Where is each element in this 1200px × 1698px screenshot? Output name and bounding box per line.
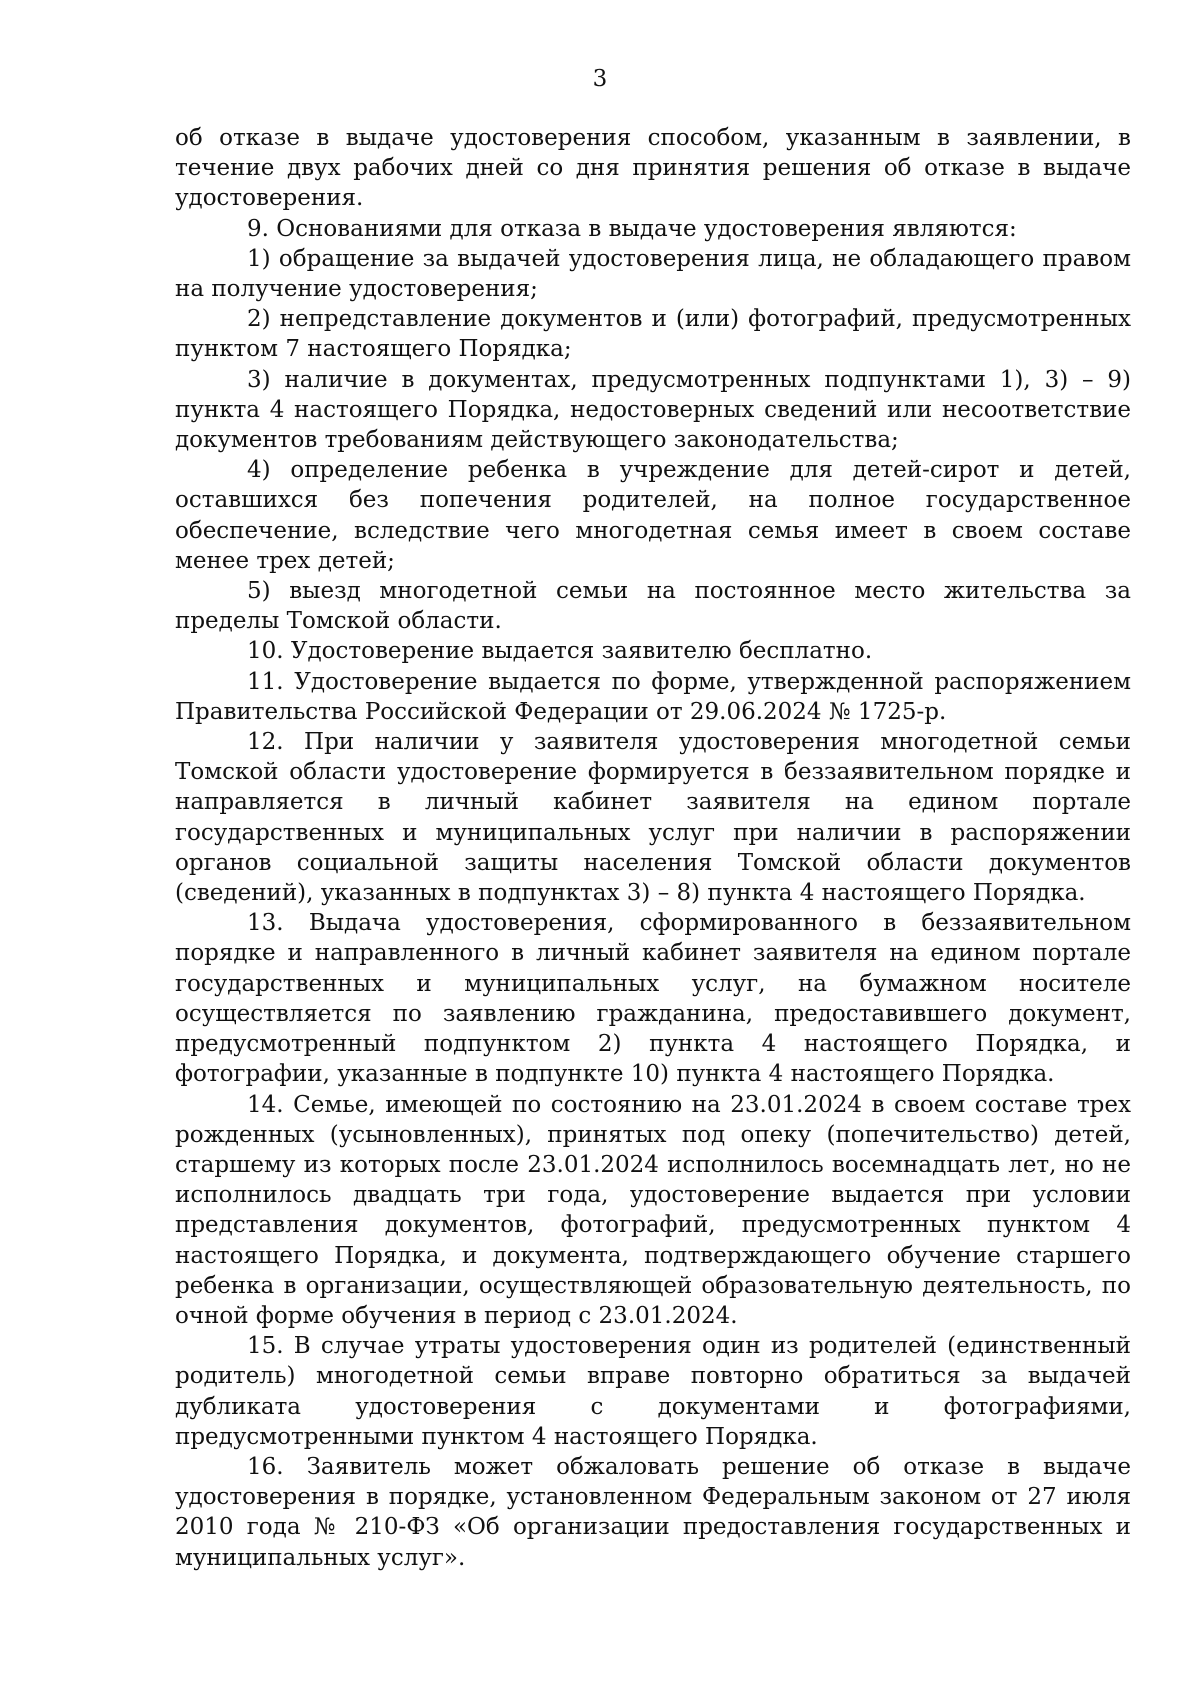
document-body bbox=[175, 123, 1131, 1573]
paragraph-continuation: об отказе в выдаче удостоверения способом, указанным в заявлении, в течение двух рабочих дней со дня принятия решения об отказе в выдаче удостоверения. bbox=[175, 125, 1131, 212]
subparagraph-9-3: 3) наличие в документах, предусмотренных подпунктами 1), 3) – 9) пункта 4 настоящего Порядка, недостоверных сведений или несоответствие документов требованиям действующего законодательства; bbox=[175, 366, 1131, 454]
paragraph-16: 16. Заявитель может обжаловать решение об отказе в выдаче удостоверения в порядке, установленном Федеральным законом от 27 июля 2010 года № 210-ФЗ «Об организации предоставления государственных и муниципальных услуг». bbox=[175, 1453, 1131, 1571]
paragraph-9: 9. Основаниями для отказа в выдаче удостоверения являются: bbox=[247, 215, 1017, 242]
page-number: 3 bbox=[592, 66, 608, 92]
paragraph-11: 11. Удостоверение выдается по форме, утвержденной распоряжением Правительства Российской Федерации от 29.06.2024 № 1725-р. bbox=[175, 668, 1131, 725]
subparagraph-9-1: 1) обращение за выдачей удостоверения лица, не обладающего правом на получение удостоверения; bbox=[175, 245, 1131, 303]
paragraph-15: 15. В случае утраты удостоверения один из родителей (единственный родитель) многодетной семьи вправе повторно обратиться за выдачей дубликата удостоверения с документами и фотографиями, предусмотренными пунктом 4 настоящего Порядка. bbox=[175, 1333, 1131, 1450]
paragraph-12: 12. При наличии у заявителя удостоверения многодетной семьи Томской области удостоверение формируется в беззаявительном порядке и направляется в личный кабинет заявителя на едином портале государственных и муниципальных услуг при наличии в распоряжении органов социальной защиты населения Томской области документов (сведений), указанных в подпунктах 3) – 8) пункта 4 настоящего Порядка. bbox=[175, 729, 1131, 907]
paragraph-14: 14. Семье, имеющей по состоянию на 23.01.2024 в своем составе трех рожденных (усыновленных), принятых под опеку (попечительство) детей, старшему из которых после 23.01.2024 исполнилось восемнадцать лет, но не исполнилось двадцать три года, удостоверение выдается при условии представления документов, фотографий, предусмотренных пунктом 4 настоящего Порядка, и документа, подтверждающего обучение старшего ребенка в организации, осуществляющей образовательную деятельность, по очной форме обучения в период с 23.01.2024. bbox=[175, 1091, 1131, 1329]
paragraph-13: 13. Выдача удостоверения, сформированного в беззаявительном порядке и направленного в личный кабинет заявителя на едином портале государственных и муниципальных услуг, на бумажном носителе осуществляется по заявлению гражданина, предоставившего документ, предусмотренный подпунктом 2) пункта 4 настоящего Порядка, и фотографии, указанные в подпункте 10) пункта 4 настоящего Порядка. bbox=[175, 910, 1131, 1088]
subparagraph-9-5: 5) выезд многодетной семьи на постоянное место жительства за пределы Томской области. bbox=[175, 578, 1131, 635]
subparagraph-9-4: 4) определение ребенка в учреждение для детей-сирот и детей, оставшихся без попечения родителей, на полное государственное обеспечение, вследствие чего многодетная семья имеет в своем составе менее трех детей; bbox=[175, 457, 1131, 574]
subparagraph-9-2: 2) непредставление документов и (или) фотографий, предусмотренных пунктом 7 настоящего Порядка; bbox=[175, 306, 1131, 363]
paragraph-10: 10. Удостоверение выдается заявителю бесплатно. bbox=[247, 638, 873, 665]
